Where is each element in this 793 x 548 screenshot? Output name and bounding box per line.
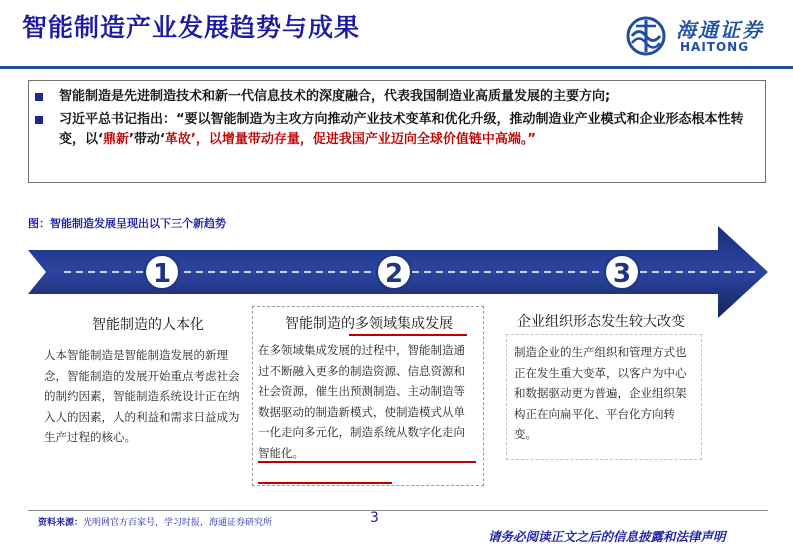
source-note (38, 515, 272, 528)
square-bullet-icon (35, 116, 43, 124)
title-red-underline (349, 334, 467, 336)
step-3-number: 3 (612, 259, 632, 289)
step-1-number: 1 (152, 259, 172, 289)
quote-text: ’带动‘ (128, 132, 165, 147)
quote-conclusion: ’，以增量带动存量，促进我国产业迈向全球价值链中高端。” (190, 132, 536, 147)
company-logo (626, 10, 776, 62)
step-3-marker (605, 255, 639, 289)
step-2-marker (377, 255, 411, 289)
page-number: 3 (370, 510, 379, 526)
trend-1-title: 智能制造的人本化 (92, 317, 204, 333)
trend-3-body: 制造企业的生产组织和管理方式也正在发生重大变革，以客户为中心和数据驱动更为普遍，企业组织架构正在向扁平化、平台化方向转变。 (514, 345, 687, 441)
quote-text: 习近平总书记指出：“要以智能制造为主攻方向推动产业技术变革和优化升级，推动制造业产业模式和企业形态根本性转变，以‘ (59, 112, 744, 147)
page-title: 智能制造产业发展趋势与成果 (22, 13, 361, 42)
haitong-logo-icon (626, 16, 666, 56)
logo-chinese-name: 海通证券 (676, 18, 764, 42)
figure-caption: 图：智能制造发展呈现出以下三个新趋势 (28, 217, 226, 230)
square-bullet-icon (35, 93, 43, 101)
step-2-number: 2 (384, 259, 404, 289)
trend-2-title: 智能制造的多领域集成发展 (285, 316, 453, 332)
highlight-dingxin: 鼎新 (102, 132, 129, 147)
logo-english-name: HAITONG (680, 40, 750, 54)
body-red-underline (258, 482, 392, 484)
source-label: 资料来源： (38, 518, 84, 528)
bullet-text: 智能制造是先进制造技术和新一代信息技术的深度融合，代表我国制造业高质量发展的主要方向; (59, 89, 611, 104)
summary-box (28, 80, 766, 183)
bullet-text (59, 110, 763, 150)
highlight-gegu: 革故 (164, 132, 191, 147)
body-red-underline (258, 461, 476, 463)
header-divider (0, 66, 793, 69)
footer-divider (28, 510, 768, 511)
trend-2-body: 在多领域集成发展的过程中，智能制造通过不断融入更多的制造资源、信息资源和社会资源，催生出预测制造、主动制造等数据驱动的制造新模式，使制造模式从单一化走向多元化，制造系统从数字化走向智能化。 (258, 343, 465, 460)
source-text: 光明网官方百家号，学习时报，海通证券研究所 (83, 518, 273, 528)
legal-disclaimer: 请务必阅读正文之后的信息披露和法律声明 (488, 529, 726, 544)
trend-1-body: 人本智能制造是智能制造发展的新理念，智能制造的发展开始重点考虑社会的制约因素，智能制造系统设计正在纳入人的因素，人的利益和需求日益成为生产过程的核心。 (44, 348, 240, 444)
trend-3-title: 企业组织形态发生较大改变 (517, 314, 685, 330)
step-1-marker (145, 255, 179, 289)
